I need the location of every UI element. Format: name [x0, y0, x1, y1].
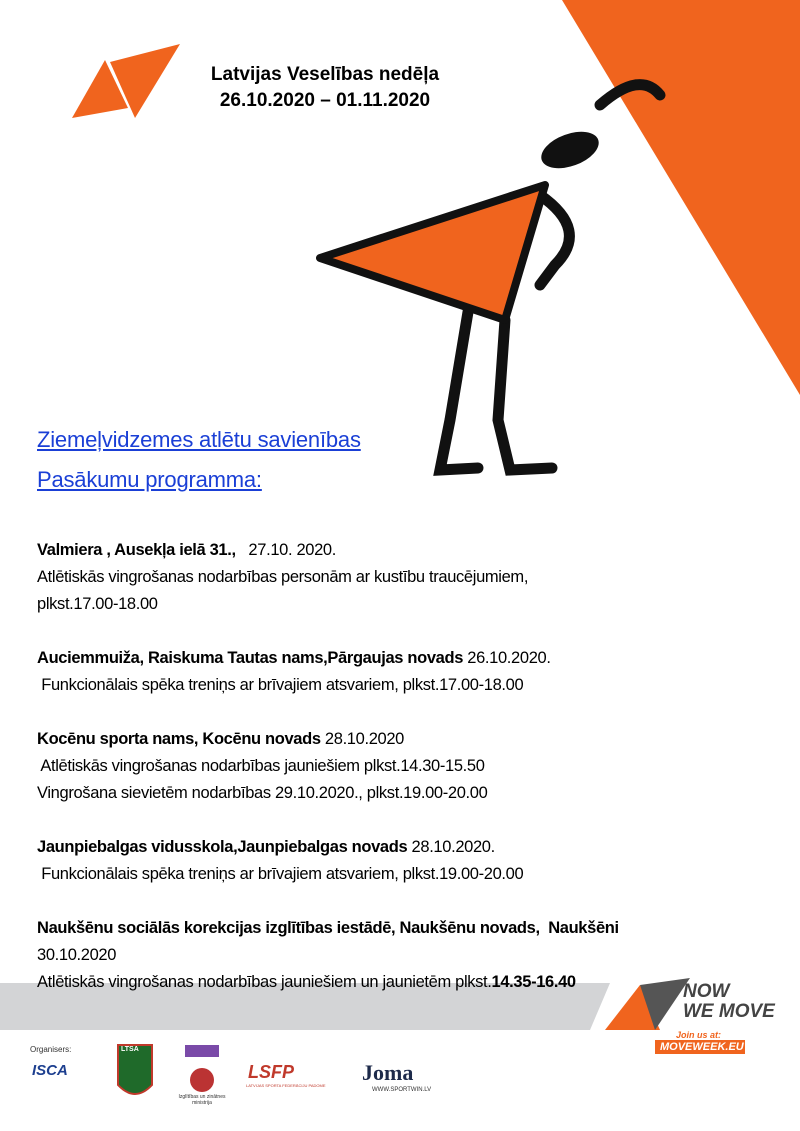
event-description: Funkcionālais spēka treniņs ar brīvajiem atsvariem, plkst.19.00-20.00 — [37, 865, 524, 883]
logo-line1: NOW — [683, 981, 730, 1002]
event-date: 28.10.2020. — [407, 838, 495, 856]
header — [160, 62, 490, 114]
now-we-move-logo — [683, 982, 775, 1022]
joma-logo: Joma — [362, 1060, 414, 1085]
logo-line2: WE MOVE — [683, 1001, 775, 1022]
lsfp-subtitle: LATVIJAS SPORTA FEDERĀCIJU PADOME — [246, 1083, 326, 1088]
event-date: 27.10. 2020. — [235, 541, 336, 559]
corner-triangle — [562, 0, 800, 395]
event-description: Atlētiskās vingrošanas nodarbības personām ar kustību traucējumiem, — [37, 568, 529, 586]
ltsa-logo: LTSA — [121, 1046, 139, 1053]
moveweek-url[interactable]: MOVEWEEK.EU — [660, 1041, 744, 1053]
lsfp-logo: LSFP — [248, 1062, 295, 1082]
ministry-coat-of-arms-icon — [190, 1068, 214, 1092]
event-program — [37, 510, 797, 1023]
event-title: Latvijas Veselības nedēļa — [210, 64, 440, 85]
event-place: Naukšēnu sociālās korekcijas izglītības iestādē, Naukšēnu novads, Naukšēni — [37, 919, 619, 937]
event-dates: 26.10.2020 – 01.11.2020 — [219, 90, 431, 111]
stick-figure-illustration — [320, 85, 660, 470]
event-date: 26.10.2020. — [463, 649, 551, 667]
ministry-logo-bar — [185, 1045, 219, 1057]
event-description: Atlētiskās vingrošanas nodarbības jauniešiem un jaunietēm plkst. — [37, 973, 492, 991]
event-description: Vingrošana sievietēm nodarbības 29.10.2020., plkst.19.00-20.00 — [37, 784, 488, 802]
event-place: Valmiera , Ausekļa ielā 31., — [37, 541, 236, 559]
event-time: plkst.17.00-18.00 — [37, 595, 158, 613]
join-us-label: Join us at: — [676, 1030, 722, 1040]
event-date: 30.10.2020 — [37, 946, 117, 964]
event-description: Funkcionālais spēka treniņs ar brīvajiem atsvariem, plkst.17.00-18.00 — [37, 676, 524, 694]
event-description: Atlētiskās vingrošanas nodarbības jauniešiem plkst.14.30-15.50 — [37, 757, 485, 775]
isca-logo: ISCA — [32, 1062, 68, 1079]
program-link[interactable]: Pasākumu programma: — [37, 467, 262, 492]
event-place: Kocēnu sporta nams, Kocēnu novads — [37, 730, 321, 748]
event-place: Auciemmuiža, Raiskuma Tautas nams,Pārgaujas novads — [37, 649, 464, 667]
organization-link[interactable]: Ziemeļvidzemes atlētu savienības — [37, 427, 361, 452]
event-date: 28.10.2020 — [320, 730, 405, 748]
organisers-label: Organisers: — [30, 1045, 72, 1054]
event-place: Jaunpiebalgas vidusskola,Jaunpiebalgas novads — [37, 838, 408, 856]
ministry-logo: Izglītības un zinātnes ministrija — [178, 1094, 226, 1106]
joma-url: WWW.SPORTWIN.LV — [372, 1087, 432, 1093]
event-time: 14.35-16.40 — [491, 973, 576, 991]
